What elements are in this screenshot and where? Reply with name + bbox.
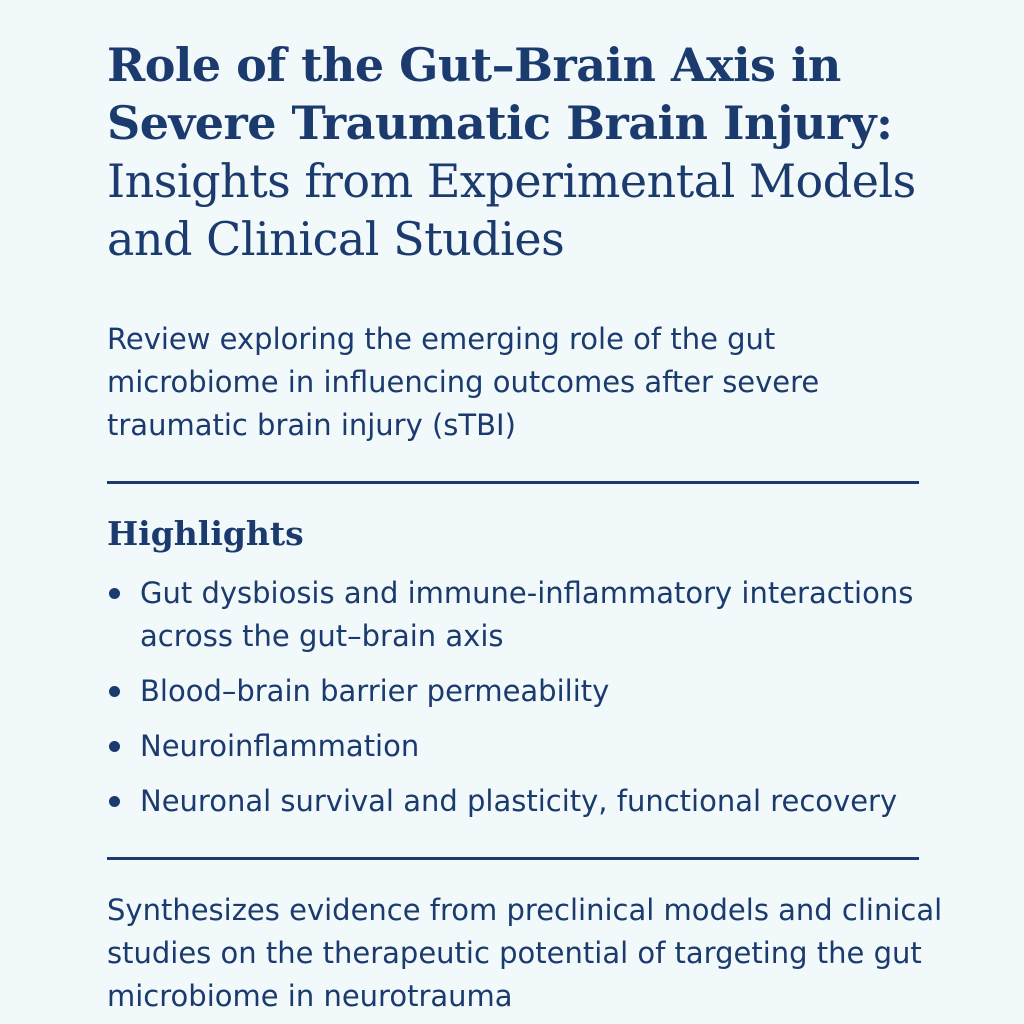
divider-bottom	[107, 857, 919, 860]
divider-top	[107, 481, 919, 484]
bullet-icon	[109, 741, 120, 752]
title-main: Role of the Gut–Brain Axis in Severe Traumatic Brain Injury:	[107, 38, 893, 150]
highlight-item	[107, 670, 967, 713]
highlight-item	[107, 780, 967, 823]
conclusion-text: Synthesizes evidence from preclinical models and clinical studies on the therapeutic potential of targeting the gut microbiome in neurotrauma	[107, 893, 943, 1013]
bullet-icon	[109, 588, 120, 599]
highlight-text: Gut dysbiosis and immune-inflammatory interactions across the gut–brain axis	[140, 576, 914, 653]
bullet-icon	[109, 686, 120, 697]
highlight-item	[107, 725, 967, 768]
highlight-text: Neuroinflammation	[140, 729, 420, 763]
page-title	[107, 36, 967, 268]
title-subtitle: Insights from Experimental Models and Clinical Studies	[107, 154, 916, 266]
highlight-text: Neuronal survival and plasticity, functional recovery	[140, 784, 898, 818]
bullet-icon	[109, 796, 120, 807]
highlight-item	[107, 572, 967, 658]
summary-text: Review exploring the emerging role of the gut microbiome in influencing outcomes after severe traumatic brain injury (sTBI)	[107, 322, 820, 442]
highlights-heading: Highlights	[107, 514, 304, 553]
highlight-text: Blood–brain barrier permeability	[140, 674, 610, 708]
highlights-list	[107, 572, 967, 835]
